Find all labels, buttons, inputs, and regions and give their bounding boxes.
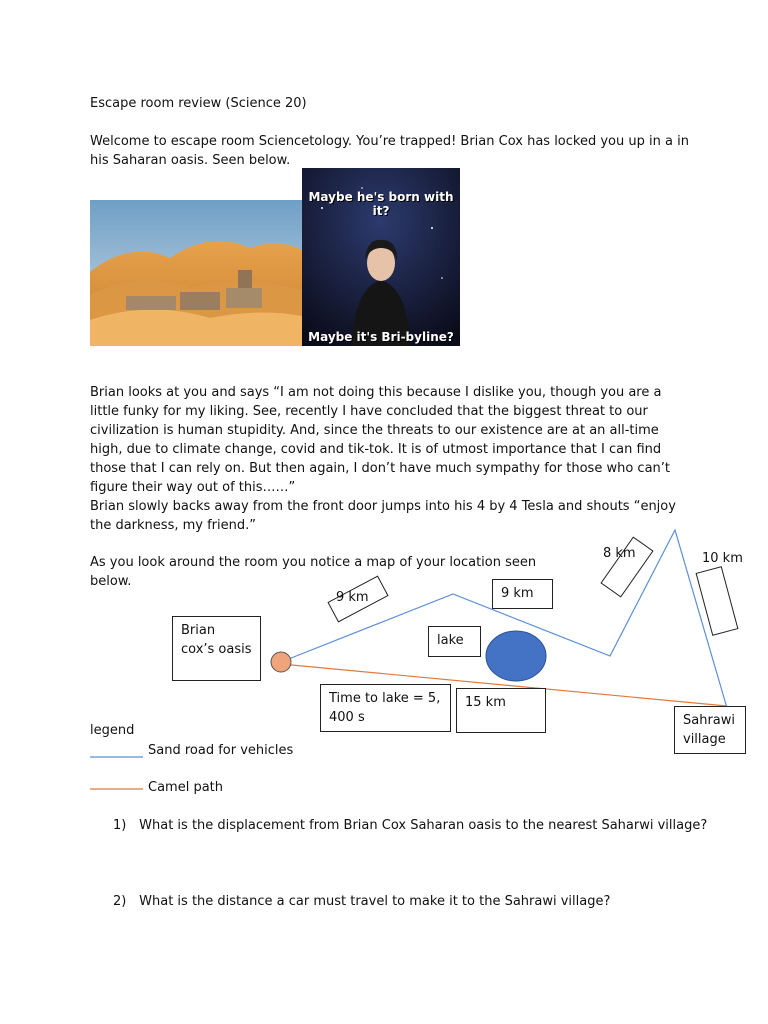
lake-shape xyxy=(486,631,546,681)
camel-distance-label: 15 km xyxy=(456,688,546,733)
legend-road-label: Sand road for vehicles xyxy=(148,743,294,758)
legend-camel-label: Camel path xyxy=(148,780,224,795)
oasis-label: Brian cox’s oasis xyxy=(172,616,261,681)
village-label: Sahrawi village xyxy=(674,706,746,754)
seg4-label: 10 km xyxy=(702,551,743,566)
brian-speech-paragraph: Brian looks at you and says “I am not doing this because I dislike you, though you are a little funky for my liking. See, recently I have concluded that the biggest threat to our civilization is human stupidity. And, since the threats to our existence are at an all-time high, due to climate change, covid and tik-tok. It is of utmost importance that I can find those that I can rely on. But then again, I don’t have much sympathy for those who can’t figure their way out of this……” xyxy=(90,385,670,495)
question-2-number: 2) xyxy=(113,894,127,909)
question-2 xyxy=(113,894,713,909)
sand-road-line xyxy=(281,530,727,708)
question-1-number: 1) xyxy=(113,818,127,833)
meme-top-text: Maybe he's born with it? xyxy=(308,190,454,218)
seg3-label: 8 km xyxy=(603,546,636,561)
map-intro-paragraph: As you look around the room you notice a map of your location seen below. xyxy=(90,555,537,589)
intro-paragraph: Welcome to escape room Sciencetology. You’re trapped! Brian Cox has locked you up in a in his Saharan oasis. Seen below. xyxy=(90,134,689,168)
lake-label: lake xyxy=(428,626,481,657)
question-2-text: What is the distance a car must travel to make it to the Sahrawi village? xyxy=(139,894,611,909)
question-1-text: What is the displacement from Brian Cox Saharan oasis to the nearest Saharwi village? xyxy=(139,818,708,833)
meme-bottom-text: Maybe it's Bri-byline? xyxy=(308,330,454,344)
time-to-lake-label: Time to lake = 5, 400 s xyxy=(320,684,451,732)
seg1-label: 9 km xyxy=(336,590,369,605)
tesla-paragraph: Brian slowly backs away from the front door jumps into his 4 by 4 Tesla and shouts “enjoy the darkness, my friend.” xyxy=(90,499,676,533)
seg2-label: 9 km xyxy=(492,579,553,609)
document-title: Escape room review (Science 20) xyxy=(90,96,307,111)
oasis-marker xyxy=(271,652,291,672)
legend-title: legend xyxy=(90,723,135,738)
question-1 xyxy=(113,818,713,833)
